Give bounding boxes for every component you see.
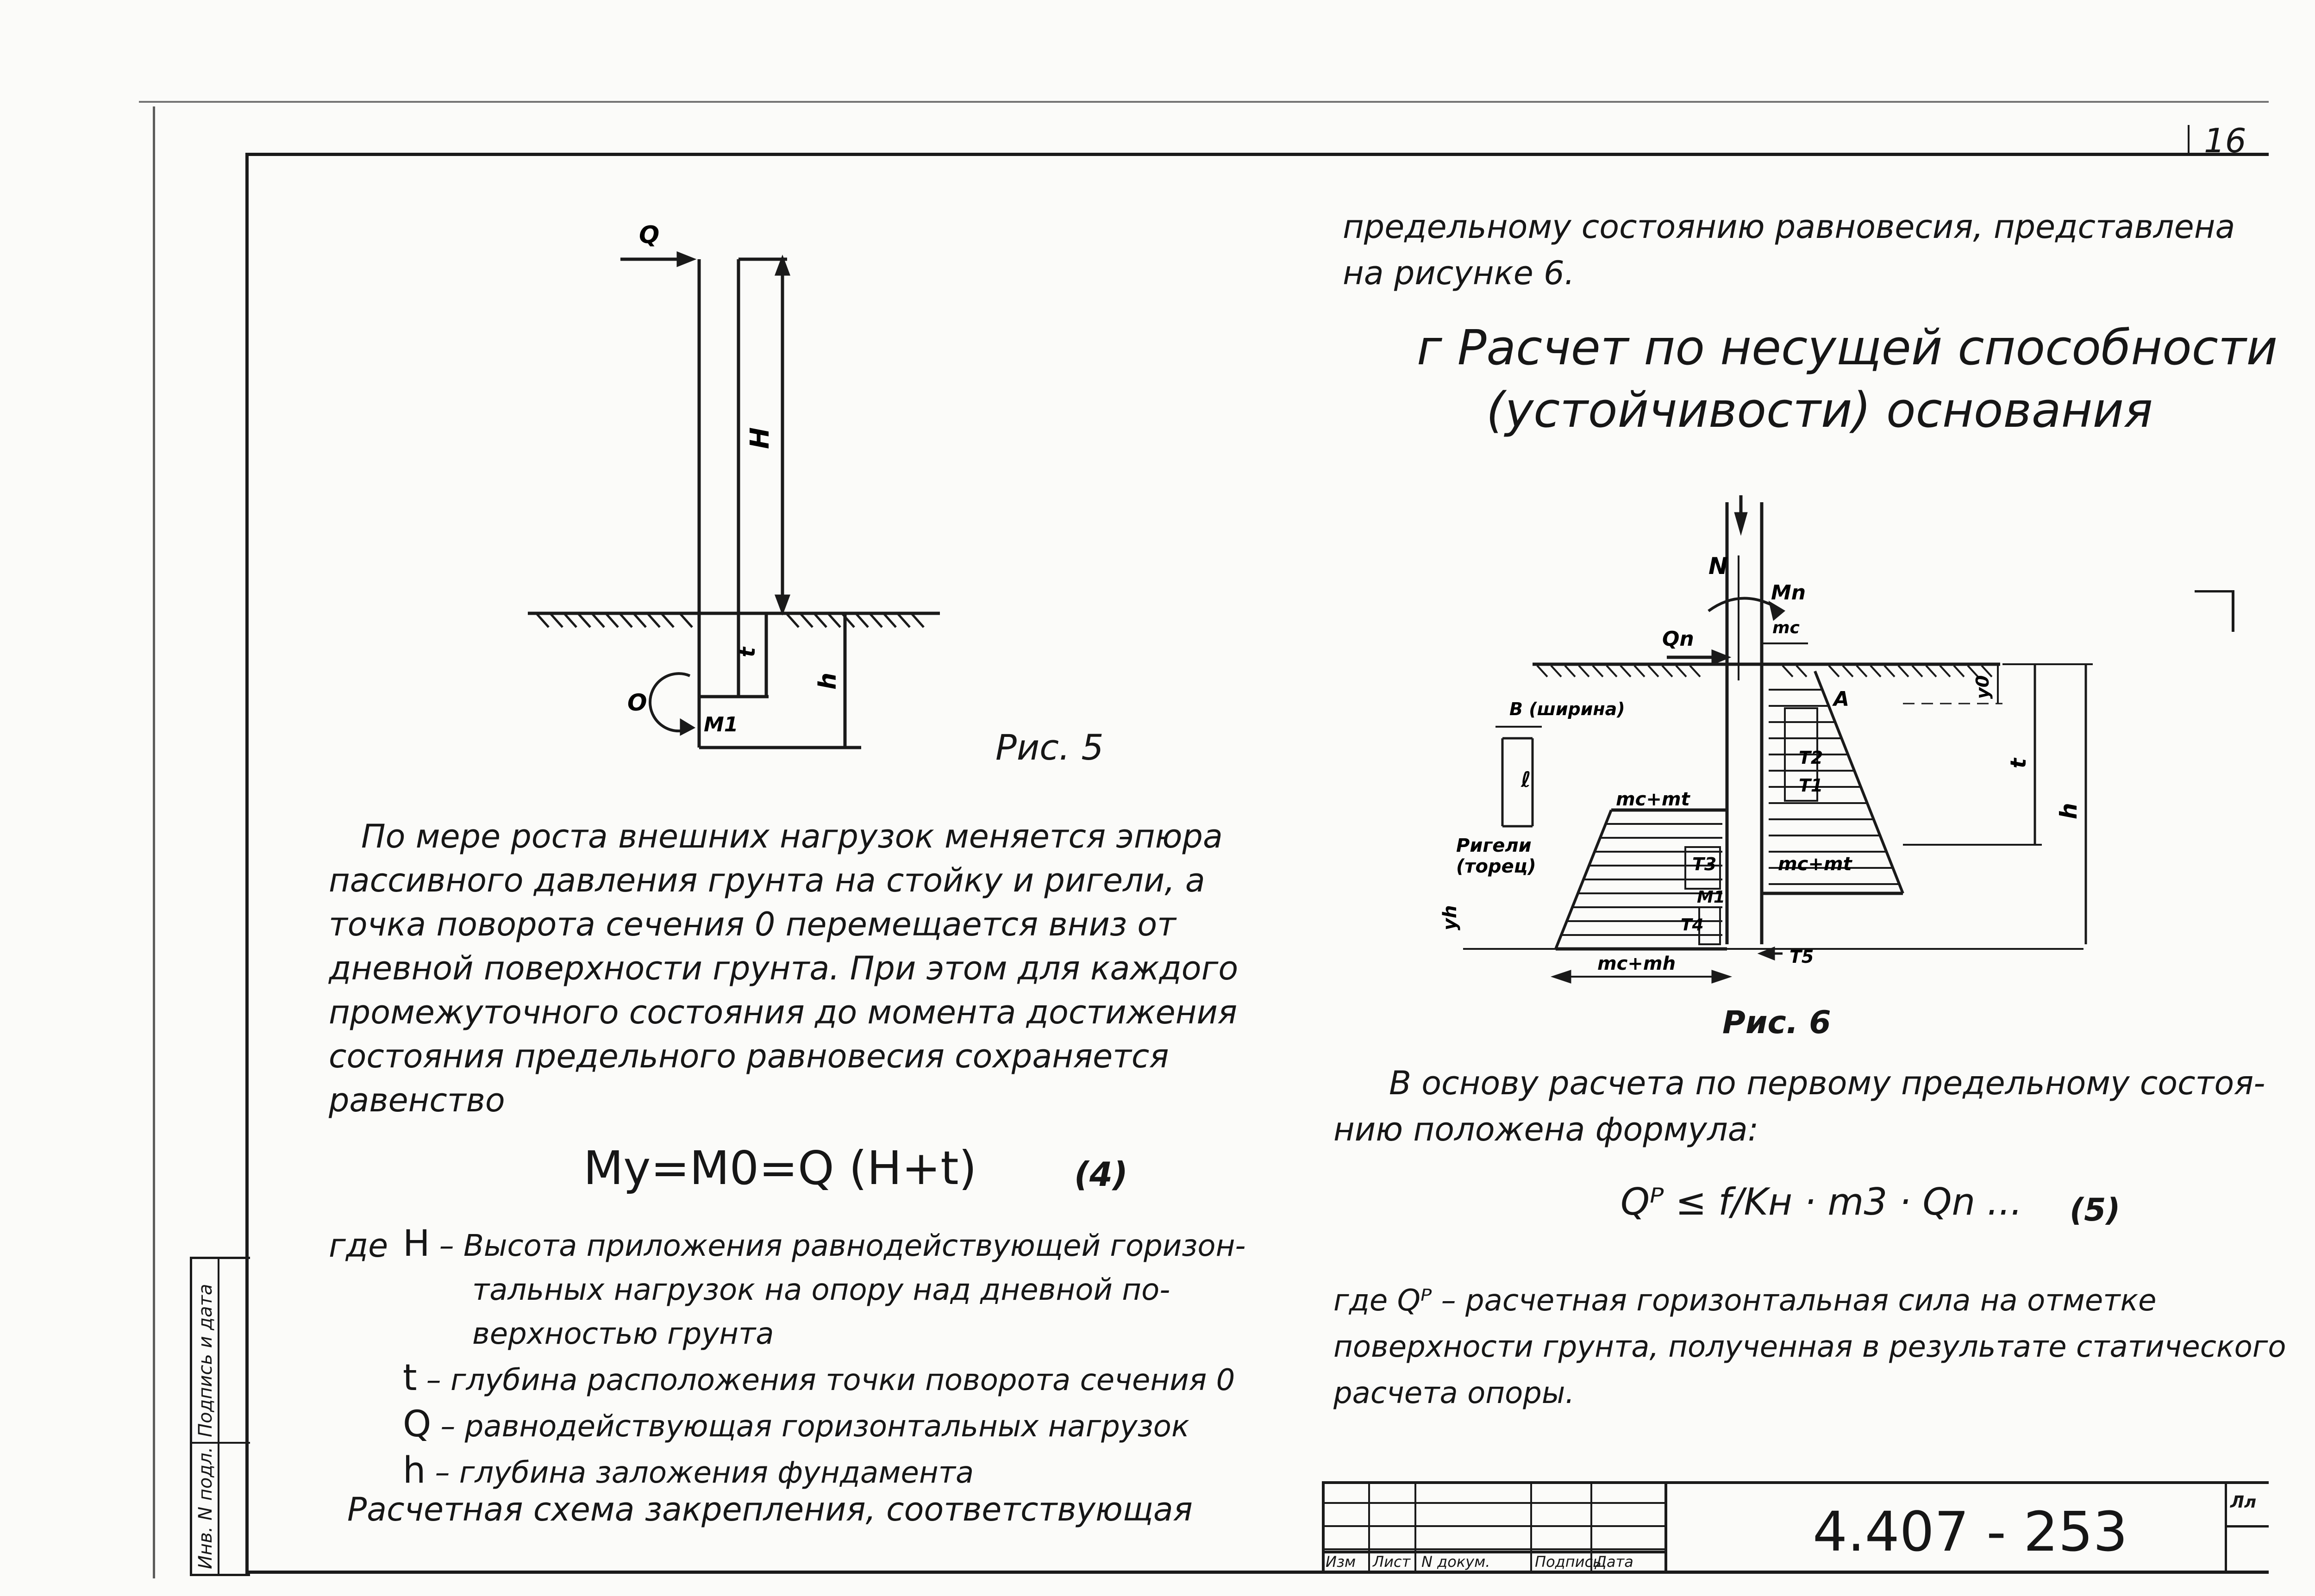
sheet-label: Лл [2230, 1493, 2257, 1512]
fig5-label-o: O [627, 689, 647, 716]
left-para-line: пассивного давления грунта на стойку и ригели, а [329, 861, 1205, 899]
right-where [1333, 1278, 2286, 1416]
fig6-hatch-ground [1537, 666, 1992, 677]
definition-row [403, 1356, 1246, 1403]
def-text: – равнодействующая горизонтальных нагрузок [440, 1409, 1189, 1444]
definition-row [403, 1222, 1246, 1268]
stamp-col-list: Лист [1373, 1553, 1411, 1571]
fig5-caption: Рис. 5 [995, 727, 1104, 768]
title-block [1322, 1481, 2269, 1574]
definition-row [403, 1268, 1246, 1312]
frame-top-outer [139, 101, 2269, 103]
left-para-line: дневной поверхности грунта. При этом для каждого [329, 949, 1239, 987]
fig6-label-yh: yh [1439, 905, 1461, 930]
fig5-label-q: Q [639, 221, 660, 249]
right-intro [1343, 204, 2235, 296]
fig6-label-t: t [2006, 758, 2031, 768]
stamp-col-doc: N докум. [1421, 1553, 1490, 1571]
left-para-line: По мере роста внешних нагрузок меняется эпюра [361, 817, 1223, 855]
fig6-label-qn: Qn [1662, 627, 1694, 651]
fig6-label-b: B (ширина) [1509, 699, 1625, 719]
fig6-label-n: N [1708, 553, 1728, 580]
figure-6 [1412, 486, 2144, 1032]
section-heading-line2: (устойчивости) основания [1486, 382, 2153, 438]
left-para-line: точка поворота сечения 0 перемещается вниз от [329, 905, 1176, 943]
right-intro-line: на рисунке 6. [1343, 254, 1575, 292]
def-symbol: Q [403, 1403, 432, 1445]
page-number: 16 [2204, 121, 2246, 160]
fig6-label-y0: y0 [1972, 675, 1993, 699]
fig6-label-torec: (торец) [1456, 856, 1536, 877]
fig6-label-l: ℓ [1521, 767, 1531, 792]
left-closing-line: Расчетная схема закрепления, соответствующая [347, 1490, 1193, 1528]
side-stamp-inv: Инв. N подл. [195, 1446, 216, 1569]
right-para-line: нию положена формула: [1333, 1110, 1759, 1148]
stamp-col-date: Дата [1595, 1553, 1633, 1571]
def-symbol: t [403, 1357, 417, 1399]
stamp-col-sign: Подпись [1535, 1553, 1602, 1571]
def-symbol: H [403, 1223, 430, 1265]
right-para-line: В основу расчета по первому предельному состоя- [1389, 1064, 2265, 1102]
fig5-label-m1: M1 [704, 713, 738, 736]
fig6-label-h: h [2055, 803, 2082, 819]
figure-5 [509, 213, 972, 759]
fig5-label-h-small: h [814, 672, 842, 690]
fig6-label-t3: T3 [1692, 854, 1717, 874]
left-para-line: состояния предельного равновесия сохраняется [329, 1037, 1169, 1075]
right-margin-mark-top [2195, 590, 2232, 592]
fig6-label-mcmt: mc+mt [1616, 789, 1690, 810]
where-word-left: где [329, 1227, 388, 1265]
fig6-label-t1: T1 [1799, 775, 1823, 796]
section-heading-line1: г Расчет по несущей способности [1417, 319, 2278, 376]
def-text: – глубина расположения точки поворота сечения 0 [426, 1363, 1235, 1397]
def-text: – Высота приложения равнодействующей горизон- [439, 1229, 1246, 1263]
left-definitions [403, 1222, 1246, 1495]
fig5-label-h: H [745, 427, 775, 449]
formula-4-number: (4) [1074, 1155, 1128, 1194]
right-intro-line: предельному состоянию равновесия, представлена [1343, 208, 2235, 246]
right-paragraph [1333, 1060, 2265, 1153]
formula-5-number: (5) [2070, 1192, 2121, 1228]
definition-row [403, 1449, 1246, 1495]
right-where-line: расчета опоры. [1333, 1376, 1575, 1410]
left-para-line: промежуточного состояния до момента достижения [329, 993, 1238, 1031]
def-text: тальных нагрузок на опору над дневной по- [472, 1273, 1170, 1307]
fig6-label-mcmt2: mc+mt [1778, 854, 1852, 875]
def-text: верхностью грунта [472, 1317, 774, 1351]
def-text: – глубина заложения фундамента [435, 1456, 974, 1490]
fig6-label-m1: M1 [1697, 888, 1725, 907]
fig6-label-t5: T5 [1789, 947, 1814, 967]
formula-4: Mу=M0=Q (H+t) [583, 1141, 977, 1195]
fig5-label-t: t [735, 647, 760, 657]
definition-row [403, 1403, 1246, 1449]
stamp-col-izm: Изм [1326, 1553, 1356, 1571]
left-para-line: равенство [329, 1081, 505, 1119]
definition-row [403, 1312, 1246, 1356]
fig6-label-mc: mc [1772, 618, 1800, 637]
frame-top [245, 153, 2269, 156]
side-stamp-sign: Подпись и дата [195, 1284, 216, 1437]
left-paragraph [329, 815, 1238, 1122]
formula-5: Qᴾ ≤ f/Kн · m3 · Qn ... [1620, 1180, 2022, 1223]
right-where-line: где Qᴾ – расчетная горизонтальная сила на отметке [1333, 1284, 2157, 1318]
fig6-label-t4: T4 [1681, 916, 1704, 935]
side-stamp [190, 1257, 250, 1576]
page-number-box [2188, 125, 2190, 155]
right-margin-mark [2232, 590, 2234, 632]
fig6-caption: Рис. 6 [1722, 1004, 1831, 1041]
fig6-label-rigel: Ригели [1456, 835, 1532, 856]
frame-left-outer [153, 106, 155, 1578]
sheet-code: 4.407 - 253 [1813, 1500, 2128, 1564]
right-where-line: поверхности грунта, полученная в результате статического [1333, 1330, 2286, 1364]
fig6-label-mn: Mn [1771, 581, 1806, 605]
fig6-label-a: A [1833, 687, 1850, 711]
fig6-label-t2: T2 [1799, 748, 1823, 768]
def-symbol: h [403, 1450, 426, 1491]
fig6-label-mcmh: mc+mh [1597, 953, 1676, 974]
